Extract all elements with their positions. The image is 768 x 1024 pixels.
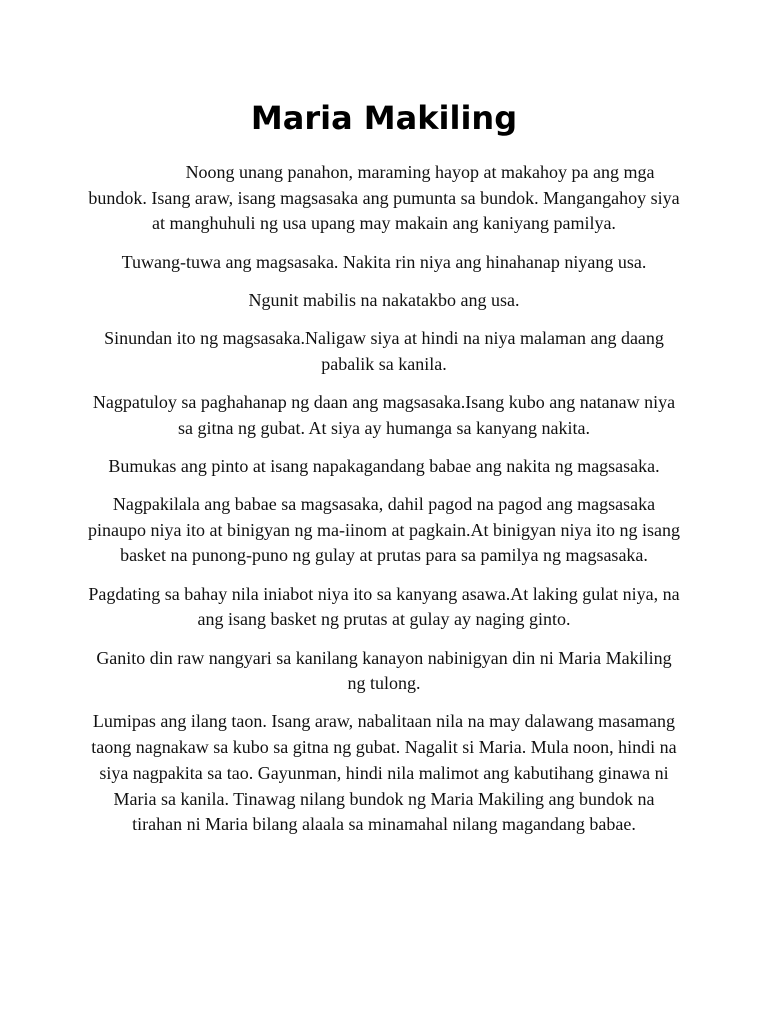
paragraph-8: Pagdating sa bahay nila iniabot niya ito sa kanyang asawa.At laking gulat niya, na ang isang basket ng prutas at gulay ay naging ginto. [88,583,680,630]
paragraph-6: Bumukas ang pinto at isang napakagandang babae ang nakita ng magsasaka. [108,455,660,476]
paragraph-10: Lumipas ang ilang taon. Isang araw, nabalitaan nila na may dalawang masamang taong nagnakaw sa kubo sa gitna ng gubat. Nagalit si Maria. Mula noon, hindi na siya nagpakita sa tao. Gayunman, hindi nila malimot ang kabutihang ginawa ni Maria sa kanila. Tinawag nilang bundok ng Maria Makiling ang bundok na tirahan ni Maria bilang alaala sa minamahal nilang magandang babae. [91,711,677,835]
paragraph-9: Ganito din raw nangyari sa kanilang kanayon nabinigyan din ni Maria Makiling ng tulong. [96,647,672,694]
paragraph-2: Tuwang-tuwa ang magsasaka. Nakita rin niya ang hinahanap niyang usa. [121,251,647,272]
paragraph-3: Ngunit mabilis na nakatakbo ang usa. [248,289,520,310]
paragraph-1: Noong unang panahon, maraming hayop at makahoy pa ang mga bundok. Isang araw, isang magsasaka ang pumunta sa bundok. Mangangahoy siya at manghuhuli ng usa upang may makain ang kaniyang pamilya. [88,162,680,234]
paragraph-4: Sinundan ito ng magsasaka.Naligaw siya at hindi na niya malaman ang daang pabalik sa kanila. [104,328,664,374]
paragraph-7: Nagpakilala ang babae sa magsasaka, dahil pagod na pagod ang magsasaka pinaupo niya ito at binigyan ng ma-iinom at pagkain.At binigyan niya ito ng isang basket na punong-puno ng gulay at prutas para sa pamilya ng magsasaka. [88,494,680,566]
document-title: Maria Makiling [250,99,518,137]
document-body [88,160,680,850]
paragraph-5: Nagpatuloy sa paghahanap ng daan ang magsasaka.Isang kubo ang natanaw niya sa gitna ng gubat. At siya ay humanga sa kanyang nakita. [92,391,676,438]
